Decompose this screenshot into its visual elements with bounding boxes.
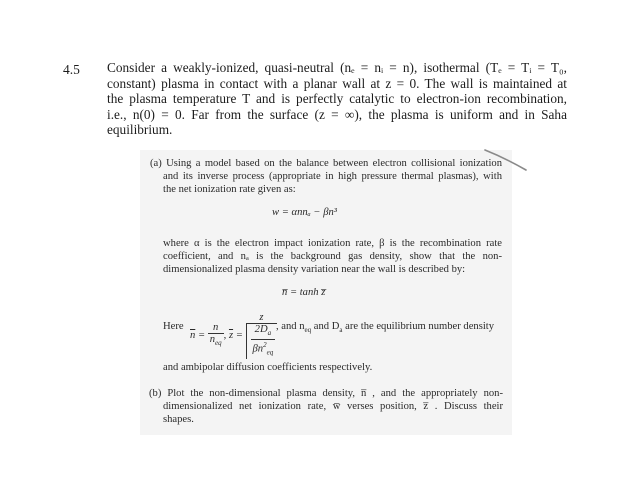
problem-line: i.e., n(0) = 0. Far from the surface (z = ∞), the plasma is uniform and in Saha bbox=[107, 106, 567, 122]
part-a-closing bbox=[163, 361, 502, 374]
equation-density-profile: n̅ = tanh z̅ bbox=[282, 287, 326, 298]
part-a-closing-line: and ambipolar diffusion coefficients respectively. bbox=[163, 362, 373, 373]
problem-line: Consider a weakly-ionized, quasi-neutral (nₑ = nᵢ = n), isothermal (Tₑ = Tᵢ = T₀, bbox=[107, 60, 567, 75]
part-b-line: dimensionalized net ionization rate, w̅ verses position, z̅ . Discuss their bbox=[163, 401, 503, 413]
definition-line bbox=[163, 312, 508, 364]
problem-number: 4.5 bbox=[63, 62, 80, 77]
part-b-line: shapes. bbox=[163, 414, 194, 426]
definition-suffix: , and $n_{eq}$ and $D_a$ are the equilibrium number density bbox=[276, 321, 495, 335]
nbar-fraction: $\frac{n}{n_{eq}}$ bbox=[209, 321, 222, 347]
part-a-intro bbox=[150, 157, 502, 197]
part-a-desc-line: coefficient, and nₐ is the background gas density, show that the non- bbox=[163, 251, 502, 263]
part-a-line: (a) Using a model based on the balance between electron collisional ionization bbox=[150, 158, 502, 169]
part-a-line: the net ionization rate given as: bbox=[163, 184, 296, 196]
nbar-definition: $\overline{n}$ = $\frac{n}{n_{eq}}$ , $\overline{z}$ = $\frac{z}{\frac{2D_a}{\beta n^2_{eq}}}$ bbox=[190, 312, 277, 359]
problem-line: the plasma temperature T and is perfectly catalytic to electron-ion recombination, bbox=[107, 91, 567, 107]
part-a-desc-line: dimensionalized plasma density variation near the wall is described by: bbox=[163, 264, 466, 276]
part-a-line: and its inverse process (appropriate in high pressure thermal plasmas), with bbox=[163, 171, 502, 183]
problem-statement bbox=[107, 60, 567, 138]
part-a-desc-line: where α is the electron impact ionization rate, β is the recombination rate bbox=[163, 238, 502, 249]
problem-line: constant) plasma in contact with a planar wall at z = 0. The wall is maintained at bbox=[107, 75, 567, 91]
part-b-line: (b) Plot the non-dimensional plasma density, n̅ , and the appropriately non- bbox=[149, 388, 503, 399]
part-b bbox=[149, 387, 503, 427]
equation-net-ionization-rate: w = αnnₐ − βn³ bbox=[272, 207, 337, 218]
zbar-fraction: $\frac{z}{\frac{2D_a}{\beta n^2_{eq}}}$ bbox=[246, 312, 278, 359]
part-a-description bbox=[163, 237, 502, 277]
here-label: Here bbox=[163, 321, 184, 332]
problem-line: equilibrium. bbox=[107, 122, 173, 138]
